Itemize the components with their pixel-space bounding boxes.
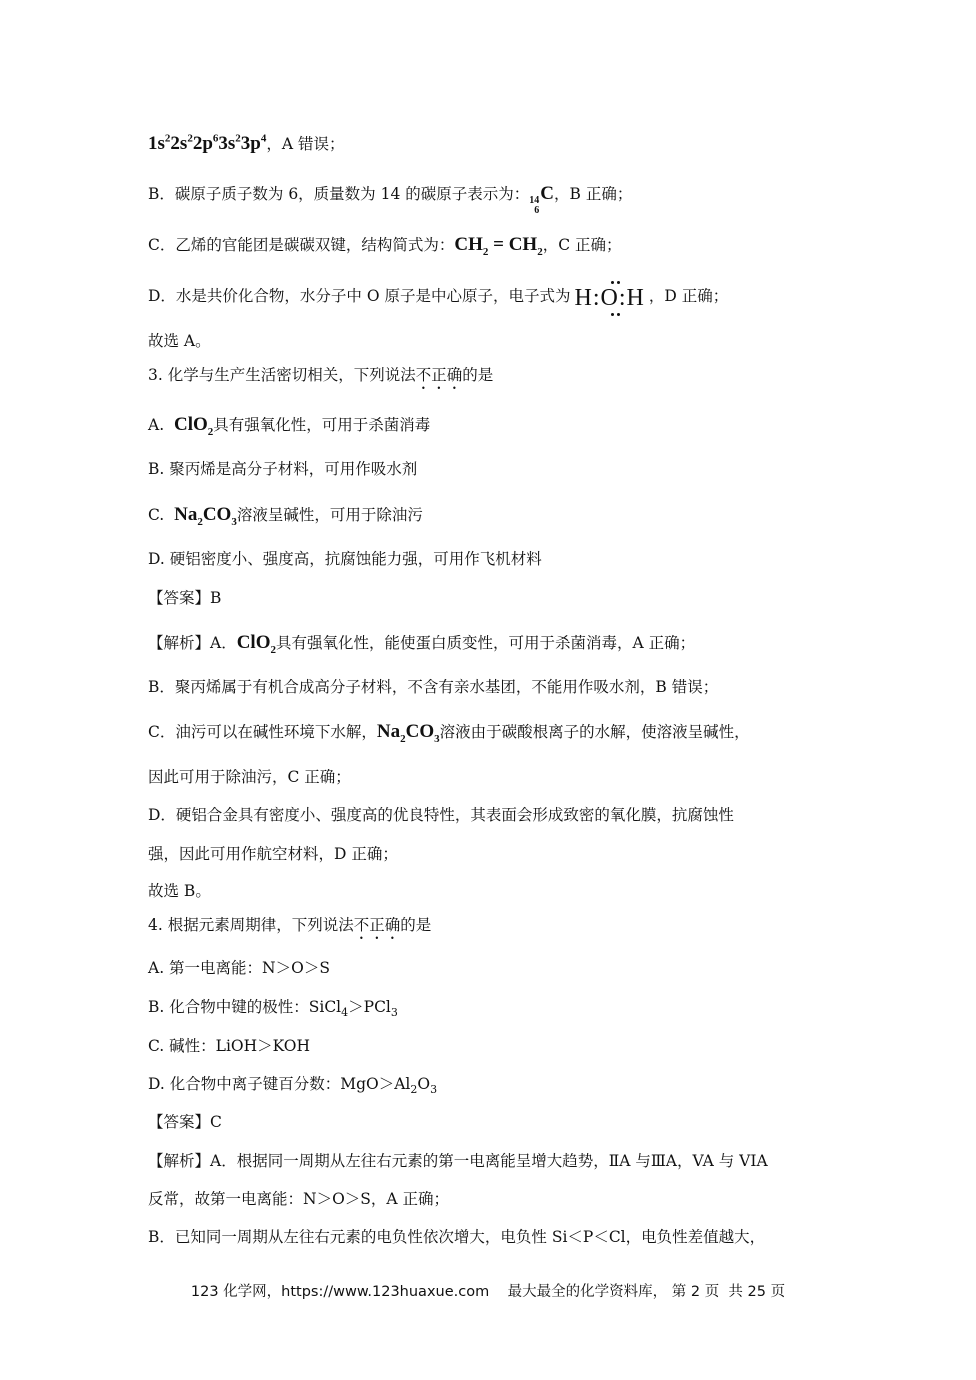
line-option-c-ethylene: C．乙烯的官能团是碳碳双键，结构简式为：$CH_2 = CH_2$，C 正确； <box>148 234 622 258</box>
line-select-a: 故选 A。 <box>148 332 211 350</box>
line-option-d-water: D．水是共价化合物，水分子中 O 原子是中心原子，电子式为 H:O:H ，D 正确； <box>148 285 728 309</box>
footer-url[interactable]: https://www.123huaxue.com <box>281 1284 490 1300</box>
question-3-option-b: B. 聚丙烯是高分子材料，可用作吸水剂 <box>148 460 418 478</box>
explanation-3-d: D．硬铝合金具有密度小、强度高的优良特性，其表面会形成致密的氧化膜，抗腐蚀性 <box>148 806 734 824</box>
question-3: 3. 化学与生产生活密切相关，下列说法不正确的是 <box>148 366 494 384</box>
question-4-option-a: A. 第一电离能：N＞O＞S <box>148 959 330 977</box>
electron-config-formula: $1s^22s^22p^63s^23p^4$ <box>148 132 267 154</box>
answer-4: 【答案】C <box>148 1113 222 1131</box>
explanation-3-d-cont: 强，因此可用作航空材料，D 正确； <box>148 845 398 863</box>
question-4-option-b: B. 化合物中键的极性：SiCl$_4$＞PCl$_3$ <box>148 998 398 1020</box>
footer-page-number: 第 2 页 共 25 页 <box>671 1284 786 1300</box>
footer-slogan: 最大最全的化学资料库， <box>507 1284 668 1300</box>
answer-3: 【答案】B <box>148 589 222 607</box>
explanation-3-a: 【解析】A．ClO$_2$具有强氧化性，能使蛋白质变性，可用于杀菌消毒，A 正确； <box>148 632 696 656</box>
ethylene-formula: $CH_2 = CH_2$ <box>454 234 543 258</box>
footer-site: 123 化学网， <box>190 1284 282 1300</box>
question-3-option-c: C. $Na_2CO_3$溶液呈碱性，可用于除油污 <box>148 504 423 528</box>
nuclide-notation: 14 6 <box>529 195 540 216</box>
explanation-4-a: 【解析】A．根据同一周期从左往右元素的第一电离能呈增大趋势，ⅡA 与ⅢA，VA 与 VIA <box>148 1152 768 1170</box>
page-footer <box>0 1280 976 1301</box>
water-lewis-structure: H:O:H <box>575 287 645 309</box>
explanation-4-b: B．已知同一周期从左往右元素的电负性依次增大，电负性 Si＜P＜Cl，电负性差值越大， <box>148 1228 766 1246</box>
question-4-option-d: D. 化合物中离子键百分数：$MgO>Al_2O_3$ <box>148 1075 438 1097</box>
question-3-option-d: D. 硬铝密度小、强度高，抗腐蚀能力强，可用作飞机材料 <box>148 550 542 568</box>
explanation-4-a-cont: 反常，故第一电离能：N＞O＞S，A 正确； <box>148 1190 450 1208</box>
line-select-b: 故选 B。 <box>148 882 211 900</box>
line-option-b-carbon: B．碳原子质子数为 6，质量数为 14 的碳原子表示为： 14 6 C，B 正确； <box>148 183 633 216</box>
question-3-option-a: A. ClO$_2$具有强氧化性，可用于杀菌消毒 <box>148 414 431 438</box>
explanation-3-c: C．油污可以在碱性环境下水解，$Na_2CO_3$溶液由于碳酸根离子的水解，使溶液呈碱性， <box>148 721 750 745</box>
explanation-3-b: B．聚丙烯属于有机合成高分子材料，不含有亲水基团，不能用作吸水剂，B 错误； <box>148 678 719 696</box>
question-4: 4. 根据元素周期律，下列说法不正确的是 <box>148 916 432 934</box>
question-4-option-c: C. 碱性：LiOH＞KOH <box>148 1037 311 1055</box>
explanation-3-c-cont: 因此可用于除油污，C 正确； <box>148 768 351 786</box>
line-electron-config: $1s^22s^22p^63s^23p^4$，A 错误； <box>148 132 345 154</box>
